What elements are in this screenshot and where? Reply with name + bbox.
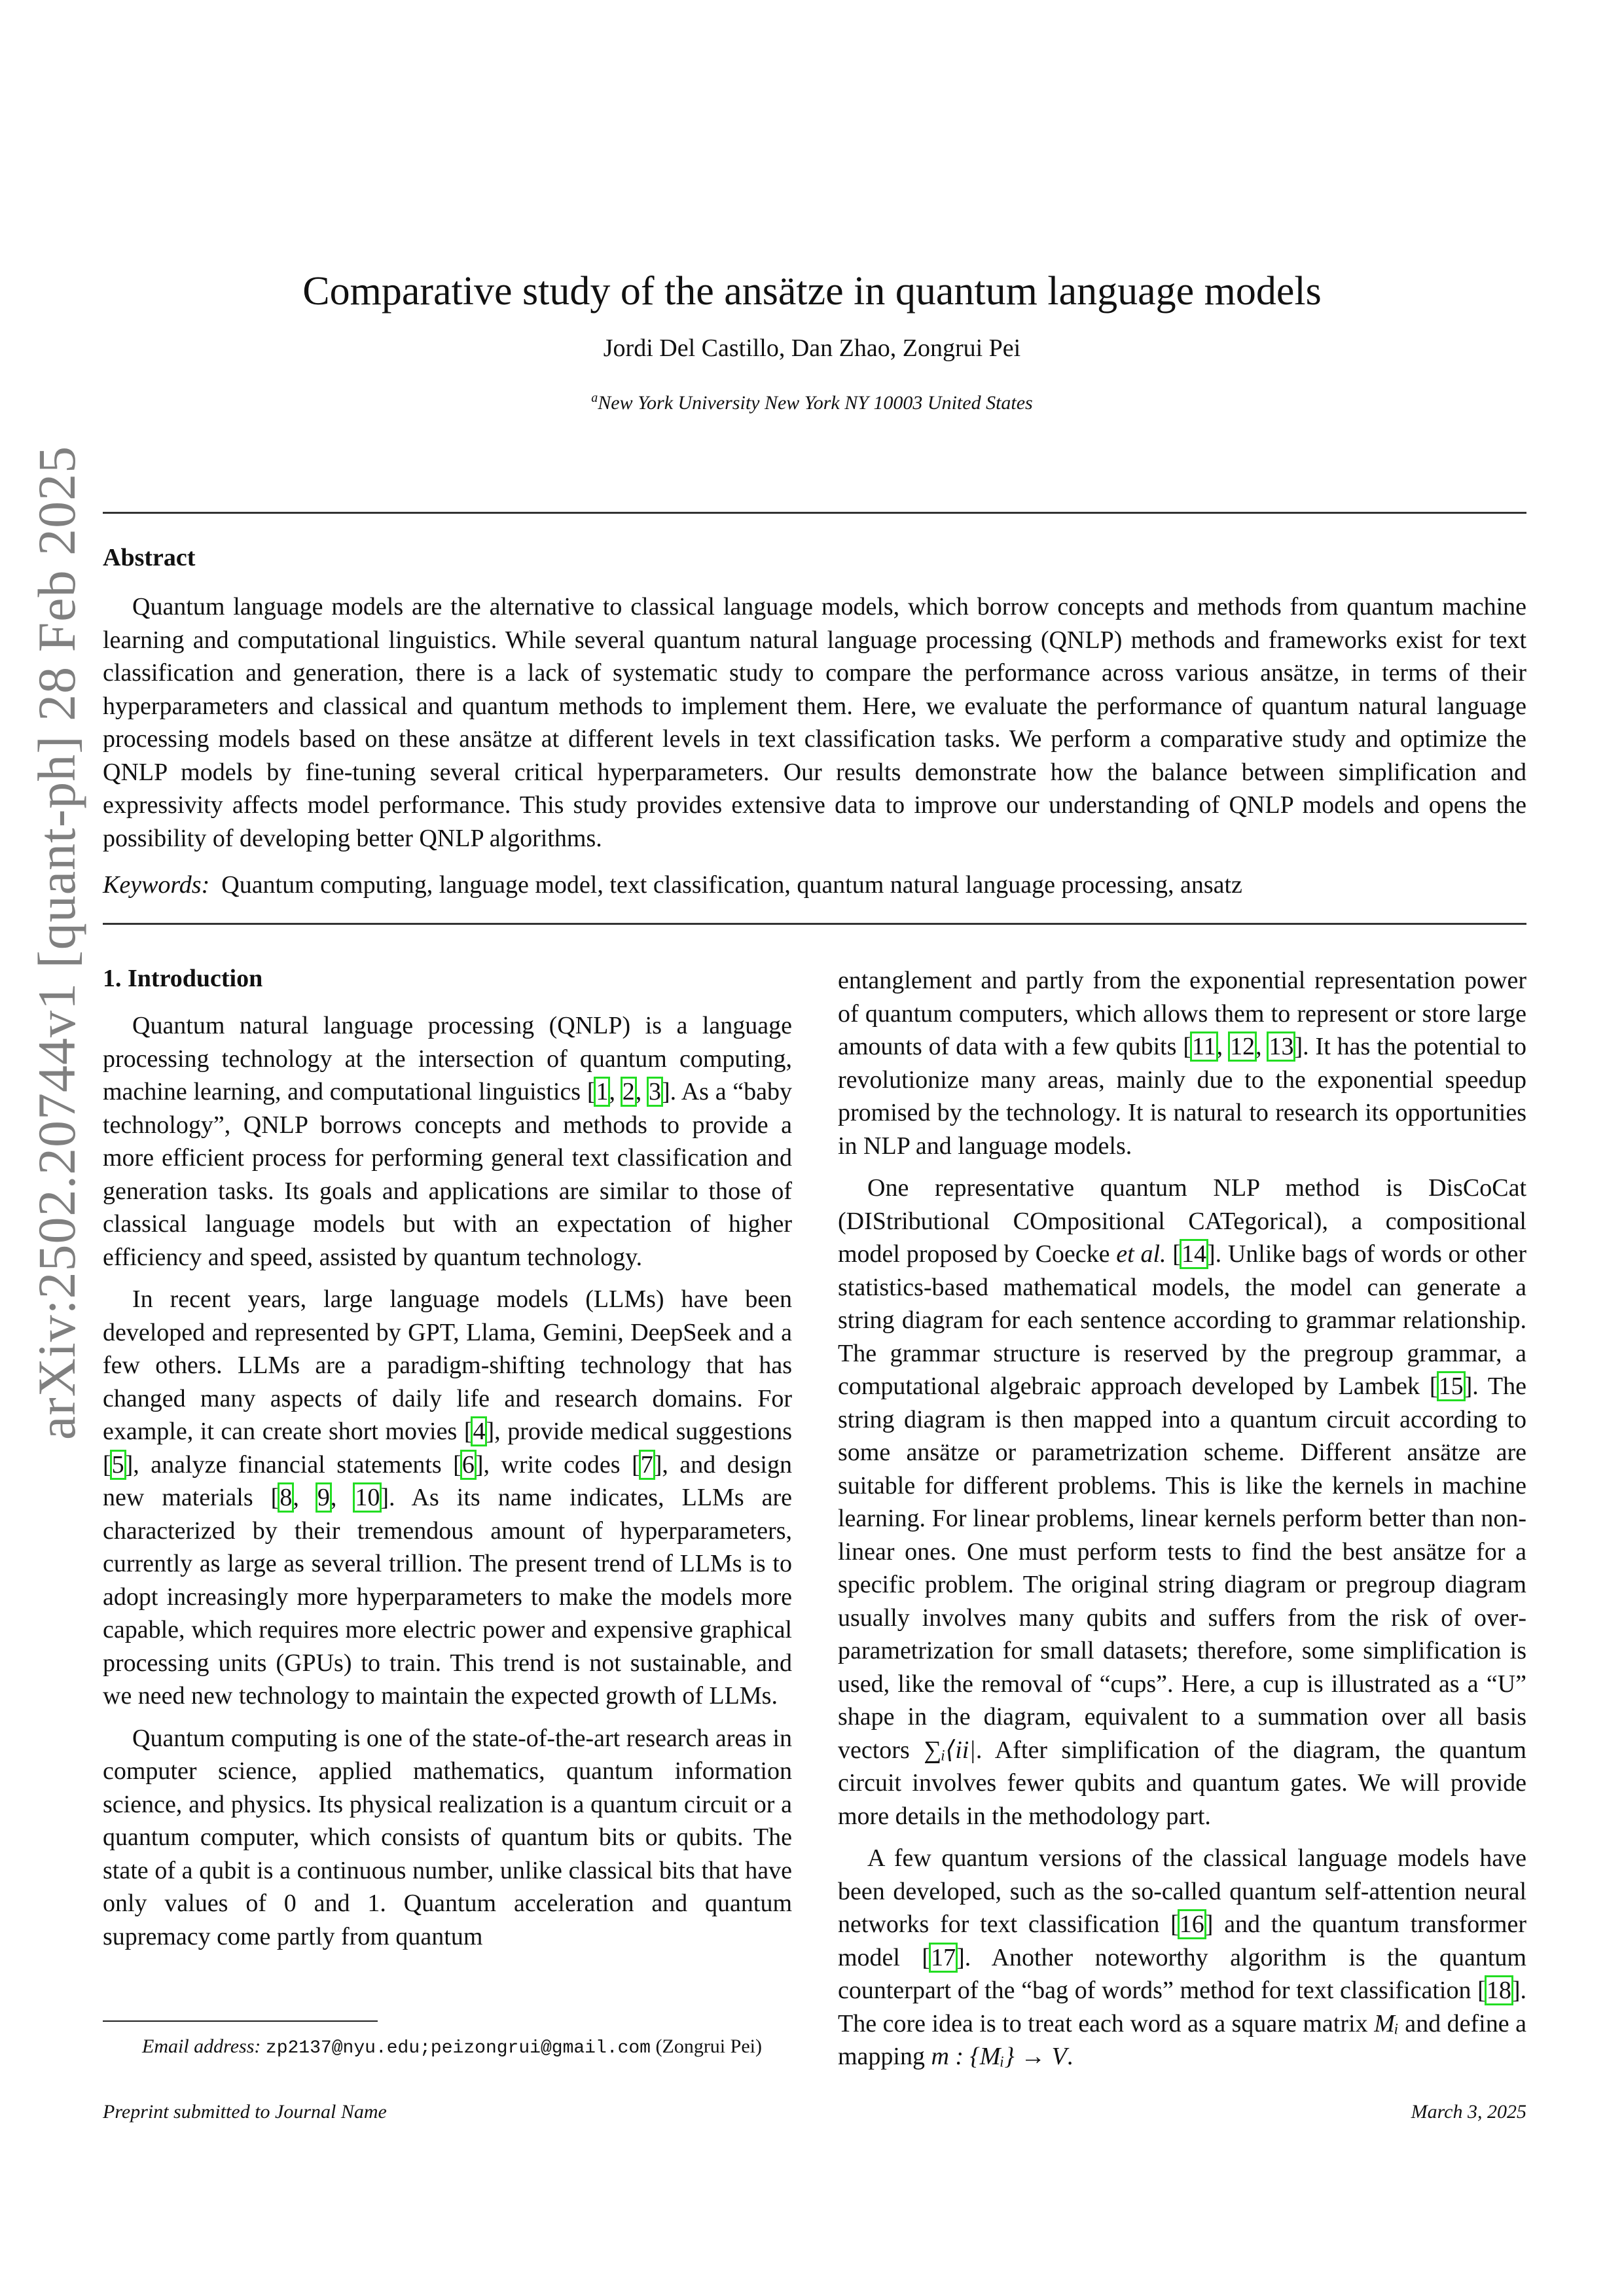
- footnote-email: [103, 2034, 792, 2062]
- math-summation: ∑ᵢ⟨ii|: [924, 1736, 976, 1764]
- keywords: [103, 870, 1526, 899]
- author-list: Jordi Del Castillo, Dan Zhao, Zongrui Pei: [603, 334, 1021, 362]
- citation-link[interactable]: 3: [648, 1078, 661, 1105]
- math-mapping: m : {Mᵢ} → V: [931, 2043, 1067, 2070]
- footnote-label: Email address:: [142, 2036, 261, 2057]
- citation-link[interactable]: 17: [931, 1943, 956, 1971]
- top-divider: [103, 512, 1526, 514]
- affiliation: [0, 391, 1624, 414]
- citation-link[interactable]: 14: [1181, 1240, 1206, 1268]
- intro-paragraph-4: One representative quantum NLP method is DisCoCat (DIStributional COmpositional CATegorical), a compositional model proposed by Coecke et al. [14]. Unlike bags of words or other statistics-based mathematical models, the model can generate a string diagram for each sentence according to grammar relationship. The grammar structure is reserved by the pregroup grammar, a computational algebraic approach developed by Lambek [15]. The string diagram is then mapped into a quantum circuit according to some ansätze or parametrization scheme. Different ansätze are suitable for different problems. This is like the kernels in machine learning. For linear problems, linear kernels perform better than non-linear ones. One must perform tests to find the best ansätze for a specific problem. The original string diagram or pregroup diagram usually involves many qubits and suffers from the risk of overparametrization for small datasets; therefore, some simplification is used, like the removal of “cups”. Here, a cup is illustrated as a “U” shape in the diagram, equivalent to a summation over all basis vectors ∑ᵢ⟨ii|. After simplification of the diagram, the quantum circuit involves fewer qubits and quantum gates. We will provide more details in the methodology part.: [838, 1174, 1527, 1830]
- keywords-text: Quantum computing, language model, text classification, quantum natural language processing, ansatz: [221, 871, 1242, 899]
- affiliation-text: New York University New York NY 10003 United States: [598, 392, 1033, 414]
- intro-paragraph-5: A few quantum versions of the classical language models have been developed, such as the so-called quantum self-attention neural networks for text classification [16] and the quantum transformer model [17]. Another noteworthy algorithm is the quantum counterpart of the “bag of words” method for text classification [18]. The core idea is to treat each word as a square matrix Mᵢ and define a mapping m : {Mᵢ} → V.: [838, 1844, 1526, 2070]
- email-addresses[interactable]: zp2137@nyu.edu;peizongrui@gmail.com: [265, 2038, 651, 2058]
- intro-paragraph-1: Quantum natural language processing (QNLP) is a language processing technology at the intersection of quantum computing, machine learning, and computational linguistics [1, 2, 3]. As a “baby technology”, QNLP borrows concepts and methods to provide a more efficient process for performing general text classification and generation tasks. Its goals and applications are similar to those of classical language models but with an expectation of higher efficiency and speed, assisted by quantum technology.: [103, 1012, 793, 1271]
- citation-link[interactable]: 12: [1230, 1033, 1255, 1060]
- paper-title: Comparative study of the ansätze in quantum language models: [302, 268, 1322, 314]
- intro-paragraph-3-continued: entanglement and partly from the exponential representation power of quantum computers, which allows them to represent or store large amounts of data with a few qubits [11, 12, 13]. It has the potential to revolutionize many areas, mainly due to the exponential speedup promised by the technology. It is natural to research its opportunities in NLP and language models.: [838, 967, 1527, 1160]
- citation-link[interactable]: 5: [111, 1450, 124, 1479]
- keywords-label: Keywords:: [103, 871, 210, 899]
- citation-link[interactable]: 4: [473, 1418, 486, 1445]
- affiliation-mark: a: [591, 391, 598, 405]
- abstract-heading: Abstract: [103, 544, 196, 571]
- citation-link[interactable]: 16: [1179, 1910, 1204, 1938]
- arxiv-identifier-stamp: arXiv:2502.20744v1 [quant-ph] 28 Feb 2025: [27, 445, 86, 1440]
- footnote-name: (Zongrui Pei): [655, 2036, 762, 2057]
- left-column: [103, 962, 792, 1962]
- citation-link[interactable]: 6: [461, 1450, 475, 1479]
- footer-date: March 3, 2025: [1411, 2101, 1526, 2123]
- abstract-text: Quantum language models are the alternative to classical language models, which borrow concepts and methods from quantum machine learning and computational linguistics. While several quantum natural language processing (QNLP) methods and frameworks exist for text classification and generation, there is a lack of systematic study to compare the performance across various ansätze, in terms of their hyperparameters and classical and quantum methods to implement them. Here, we evaluate the performance of quantum natural language processing models based on these ansätze at different levels in text classification tasks. We perform a comparative study and optimize the QNLP models by fine-tuning several critical hyperparameters. Our results demonstrate how the balance between simplification and expressivity affects model performance. This study provides extensive data to improve our understanding of QNLP models and opens the possibility of developing better QNLP algorithms.: [103, 593, 1526, 852]
- section-heading-introduction: 1. Introduction: [103, 965, 263, 992]
- math-matrix: Mᵢ: [1374, 2009, 1399, 2037]
- citation-link[interactable]: 2: [622, 1078, 635, 1105]
- citation-link[interactable]: 15: [1438, 1372, 1464, 1400]
- citation-link[interactable]: 9: [317, 1484, 330, 1511]
- intro-paragraph-2: In recent years, large language models (LLMs) have been developed and represented by GPT, Llama, Gemini, DeepSeek and a few others. LLMs are a paradigm-shifting technology that has changed many aspects of daily life and research domains. For example, it can create short movies [4], provide medical suggestions [5], analyze financial statements [6], write codes [7], and design new materials [8, 9, 10]. As its name indicates, LLMs are characterized by their tremendous amount of hyperparameters, currently as large as several trillion. The present trend of LLMs is to adopt increasingly more hyperparameters to make the models more capable, which requires more electric power and expensive graphical processing units (GPUs) to train. This trend is not sustainable, and we need new technology to maintain the expected growth of LLMs.: [103, 1285, 793, 1710]
- intro-paragraph-3: Quantum computing is one of the state-of-the-art research areas in computer science, applied mathematics, quantum information science, and physics. Its physical realization is a quantum circuit or a quantum computer, which consists of quantum bits or qubits. The state of a qubit is a continuous number, unlike classical bits that have only values of 0 and 1. Quantum acceleration and quantum supremacy come partly from quantum: [103, 1724, 792, 1950]
- citation-link[interactable]: 18: [1486, 1977, 1511, 2004]
- citation-link[interactable]: 8: [280, 1484, 293, 1511]
- footer-journal: Preprint submitted to Journal Name: [103, 2101, 387, 2123]
- citation-link[interactable]: 13: [1269, 1033, 1294, 1060]
- keywords-divider: [103, 923, 1526, 925]
- citation-link[interactable]: 7: [640, 1450, 653, 1479]
- citation-link[interactable]: 11: [1192, 1033, 1216, 1060]
- right-column: [838, 964, 1526, 2083]
- citation-link[interactable]: 10: [355, 1484, 380, 1511]
- citation-link[interactable]: 1: [596, 1078, 609, 1105]
- footnote-divider: [103, 2020, 378, 2022]
